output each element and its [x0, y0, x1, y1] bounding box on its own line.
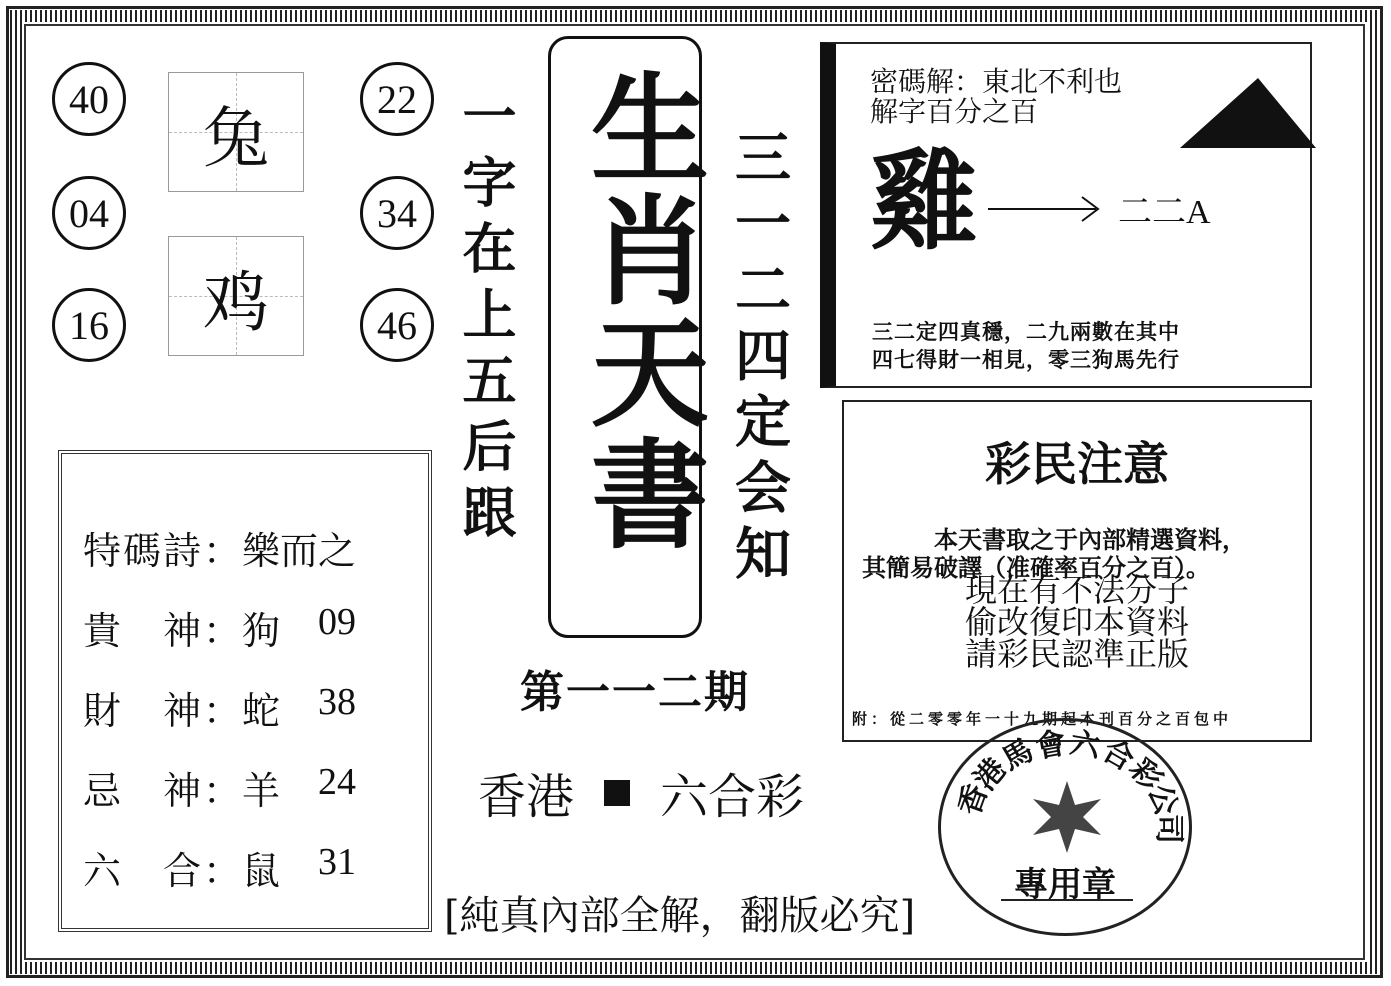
- poem-separator: ：: [202, 849, 241, 893]
- poem-row: [82, 840, 356, 895]
- ball-number: 16: [69, 302, 109, 348]
- footer-notice: [純真內部全解，翻版必究]: [444, 893, 916, 939]
- number-ball: [360, 176, 434, 250]
- poem-label-char: [122, 680, 162, 735]
- poem-label-char: [122, 840, 162, 895]
- seal-ring-char: 彩: [1121, 751, 1169, 798]
- poem-separator: ：: [202, 529, 241, 573]
- number-ball: [52, 176, 126, 250]
- info-line-1: 密碼解：東北不利也: [870, 65, 1123, 98]
- star-icon: [1029, 779, 1105, 855]
- number-ball: [360, 288, 434, 362]
- notice-panel: [842, 400, 1312, 742]
- seal-ring-char: 合: [1096, 733, 1140, 779]
- poem-label-char: 合: [162, 849, 201, 893]
- info-verse-2: 四七得財一相見，零三狗馬先行: [872, 347, 1180, 372]
- poem-label-char: 貴: [82, 609, 121, 653]
- zodiac-char: 鸡: [203, 263, 269, 341]
- seal-underline: [1001, 899, 1133, 901]
- issue-number: 第一一二期: [520, 667, 750, 718]
- notice-line-5: 請彩民認準正版: [964, 635, 1189, 673]
- poem-number: 24: [318, 761, 356, 803]
- seal-ring-char: 會: [1032, 725, 1069, 766]
- big-zodiac-char: 雞: [870, 140, 979, 265]
- title-panel: [548, 36, 709, 638]
- poem-separator: ：: [202, 689, 241, 733]
- brand-line: [478, 758, 804, 827]
- ball-number: 46: [377, 302, 417, 348]
- poem-label-char: 神: [162, 769, 201, 813]
- poem-value: 狗: [242, 609, 281, 653]
- notice-line-4: 偷改復印本資料: [964, 603, 1189, 641]
- ball-number: 04: [69, 190, 109, 236]
- poem-label-char: 特: [82, 529, 121, 573]
- vertical-phrase-left: 一字在上五后跟: [454, 88, 517, 550]
- square-bullet: [604, 780, 630, 806]
- poem-value: 樂而之: [242, 529, 357, 573]
- seal-ring-char: 馬: [996, 733, 1040, 779]
- seal-bottom-text: 專用章: [1014, 865, 1116, 905]
- poem-number: 31: [318, 841, 356, 883]
- notice-line-3: 現在有不法分子: [964, 571, 1189, 609]
- poem-panel: [58, 450, 432, 932]
- seal-ring-char: 司: [1151, 814, 1186, 844]
- info-verse-1: 三二定四真穩，二九兩數在其中: [872, 319, 1180, 344]
- info-panel: [820, 42, 1312, 388]
- ball-number: 40: [69, 76, 109, 122]
- poem-row: [82, 680, 356, 735]
- official-seal: [938, 718, 1192, 936]
- poem-label-char: [122, 600, 162, 655]
- seal-ring-char: 公: [1140, 780, 1185, 821]
- zodiac-box: [168, 72, 304, 192]
- poem-row: [82, 520, 392, 575]
- seal-ring-char: 香: [951, 780, 996, 821]
- poem-number: 09: [318, 601, 356, 643]
- poem-label-char: 碼: [122, 529, 161, 573]
- ball-number: 22: [377, 76, 417, 122]
- number-ball: [52, 288, 126, 362]
- arrow-right-icon: [986, 194, 1106, 224]
- poem-row: [82, 600, 356, 655]
- poem-value: 鼠: [242, 849, 281, 893]
- poem-value: 羊: [242, 769, 281, 813]
- poem-label-char: 六: [82, 849, 121, 893]
- poem-separator: ：: [202, 609, 241, 653]
- poem-label-char: 神: [162, 609, 201, 653]
- notice-line-2: 其簡易破譯（准確率百分之百）。: [862, 554, 1210, 582]
- notice-line-1: 本天書取之于內部精選資料，: [934, 526, 1246, 554]
- number-ball: [360, 62, 434, 136]
- page-title: 生肖天書: [571, 67, 709, 555]
- zodiac-box: [168, 236, 304, 356]
- poem-label-char: 忌: [82, 769, 121, 813]
- ball-number: 34: [377, 190, 417, 236]
- arrow-target: 二二A: [1118, 194, 1211, 231]
- brand-left: 香港: [478, 769, 575, 825]
- brand-right: 六合彩: [660, 769, 805, 825]
- notice-title: 彩民注意: [985, 437, 1169, 491]
- poem-row: [82, 760, 356, 815]
- poem-separator: ：: [202, 769, 241, 813]
- vertical-phrase-right: 三一二四定会知: [726, 128, 791, 590]
- seal-ring-char: 港: [967, 751, 1015, 798]
- seal-ring-char: 六: [1067, 725, 1104, 766]
- poem-label-char: 財: [82, 689, 121, 733]
- number-ball: [52, 62, 126, 136]
- zodiac-char: 兔: [203, 99, 269, 177]
- info-line-2: 解字百分之百: [870, 95, 1039, 128]
- poem-label-char: 詩: [162, 529, 201, 573]
- poem-value: 蛇: [242, 689, 281, 733]
- poem-label-char: [122, 760, 162, 815]
- poem-number: 38: [318, 681, 356, 723]
- triangle-icon: [1176, 72, 1320, 152]
- poem-label-char: 神: [162, 689, 201, 733]
- notice-footnote: 附：從二零零年一十九期起本刊百分之百包中: [852, 710, 1233, 728]
